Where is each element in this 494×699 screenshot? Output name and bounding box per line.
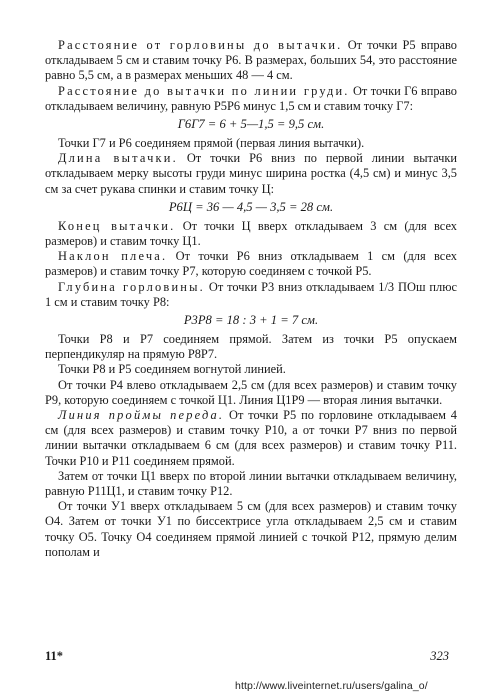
paragraph — [45, 280, 457, 310]
paragraph-text: От точки Р5 вправо откладываем 5 см и ставим точку Р6. В размерах, больших 54, это расстояние равно 5,5 см, а в размерах меньших 48 — 4 см. — [45, 38, 457, 83]
paragraph — [45, 84, 457, 114]
formula: Г6Г7 = 6 + 5—1,5 = 9,5 см. — [177, 117, 325, 132]
paragraph — [45, 362, 457, 377]
section-heading: Расстояние от горловины до вытачки. — [58, 38, 343, 52]
paragraph-text: Точки Р8 и Р7 соединяем прямой. Затем из точки Р5 опускаем перпендикуляр на прямую Р8Р7. — [45, 332, 457, 362]
page-body — [45, 38, 457, 560]
formula: Р6Ц = 36 — 4,5 — 3,5 = 28 см. — [168, 199, 334, 214]
paragraph — [45, 219, 457, 249]
formula: Р3Р8 = 18 : 3 + 1 = 7 см. — [183, 313, 319, 328]
paragraph — [45, 499, 457, 560]
paragraph-text: От точки Р6 вниз откладываем 1 см (для всех размеров) и ставим точку Р7, которую соединяем с точкой Р5. — [45, 249, 457, 279]
paragraph-text: От точки Р6 вниз по первой линии вытачки откладываем мерку высоты груди минус ширина ростка (4,5 см) и минус 3,5 см за счет рукава спинки и ставим точку Ц: — [45, 151, 457, 196]
section-heading: Конец вытачки. — [58, 218, 176, 233]
paragraph-text: Затем от точки Ц1 вверх по второй линии вытачки откладываем величину, равную Р11Ц1, и ставим точку Р12. — [45, 468, 457, 499]
paragraph — [45, 136, 457, 151]
paragraph — [45, 38, 457, 84]
paragraph-text: От точки У1 вверх откладываем 5 см (для всех размеров) и ставим точку О4. Затем от точки У1 по биссектрисе угла откладываем 2,5 см и ставим точку О5. Точку О4 соединяем прямой линией с точкой Р12, прямую делим пополам и — [45, 499, 457, 559]
paragraph-text: Точки Г7 и Р6 соединяем прямой (первая линия вытачки). — [58, 136, 365, 151]
section-heading: Линия проймы переда. — [58, 408, 225, 423]
paragraph-text: От точки Г6 вправо откладываем величину, равную Р5Р6 минус 1,5 см и ставим точку Г7: — [45, 83, 457, 113]
signature-mark: 11* — [45, 649, 64, 663]
section-heading: Длина вытачки. — [58, 151, 178, 166]
page-footer — [45, 649, 457, 665]
section-heading: Глубина горловины. — [58, 279, 205, 294]
section-heading: Наклон плеча. — [58, 249, 168, 264]
paragraph-text: От точки Р5 по горловине откладываем 4 см (для всех размеров) и ставим точку Р10, а от точки Р7 вниз по первой линии вытачки откладываем 6 см (для всех размеров) и ставим точку Р11. Точки Р10 и Р11 соединяем прямой. — [45, 408, 457, 468]
source-url: http://www.liveinternet.ru/users/galina_o/ — [235, 680, 428, 692]
paragraph — [45, 408, 457, 469]
paragraph — [45, 249, 457, 279]
paragraph-text: Точки Р8 и Р5 соединяем вогнутой линией. — [58, 362, 286, 377]
paragraph — [45, 151, 457, 197]
paragraph — [45, 378, 457, 408]
paragraph — [45, 332, 457, 362]
paragraph-text: От точки Р4 влево откладываем 2,5 см (для всех размеров) и ставим точку Р9, которую соединяем с точкой Ц1. Линия Ц1Р9 — вторая линия вытачки. — [45, 377, 457, 407]
paragraph-text: От точки Ц вверх откладываем 3 см (для всех размеров) и ставим точку Ц1. — [45, 218, 457, 249]
section-heading: Расстояние до вытачки по линии груди. — [58, 83, 350, 98]
paragraph — [45, 469, 457, 499]
page-number: 323 — [430, 649, 449, 663]
paragraph-text: От точки Р3 вниз откладываем 1/3 ПОш плюс 1 см и ставим точку Р8: — [45, 279, 457, 309]
